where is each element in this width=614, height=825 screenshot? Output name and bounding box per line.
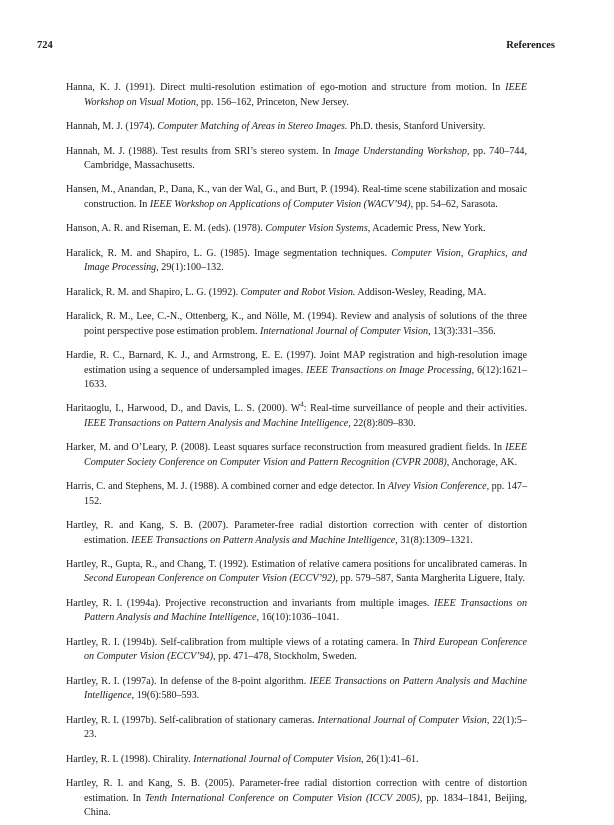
reference-entry	[66, 777, 527, 820]
ref-venue: IEEE Transactions on Pattern Analysis and Machine Intelligence	[84, 417, 349, 429]
reference-entry	[66, 714, 527, 743]
ref-text: Hardie, R. C., Barnard, K. J., and Armstrong, E. E. (1997). Joint MAP registration and high-resolution image estimation using a sequence of undersampled images.	[66, 350, 527, 376]
running-header	[37, 40, 555, 54]
ref-details: , 16(10):1036–1041.	[256, 612, 340, 624]
ref-details: , 6(12):1621–1633.	[84, 364, 527, 390]
ref-venue: IEEE Workshop on Applications of Computer Vision (WACV’94)	[149, 198, 411, 210]
page-number: 724	[37, 40, 53, 51]
reference-entry	[66, 519, 527, 548]
ref-venue: Image Understanding Workshop	[334, 145, 467, 157]
ref-venue: IEEE Transactions on Pattern Analysis and Machine Intelligence	[84, 675, 527, 702]
reference-entry	[66, 145, 527, 174]
ref-venue: Third European Conference on Computer Vision (ECCV’94)	[84, 636, 528, 663]
ref-venue: Alvey Vision Conference	[387, 481, 487, 493]
ref-details: , Academic Press, New York.	[367, 223, 486, 235]
ref-venue: Computer and Robot Vision.	[240, 286, 356, 298]
ref-venue: IEEE Transactions on Image Processing	[306, 364, 472, 376]
ref-text: Harris, C. and Stephens, M. J. (1988). A combined corner and edge detector. In	[66, 481, 388, 493]
ref-text: Hartley, R., Gupta, R., and Chang, T. (1992). Estimation of relative camera positions for uncalibrated cameras. In	[66, 559, 527, 571]
ref-venue: International Journal of Computer Vision	[193, 753, 362, 765]
ref-details: , 22(8):809–830.	[348, 417, 416, 429]
ref-text: Hannah, M. J. (1988). Test results from SRI’s stereo system. In	[66, 145, 335, 157]
reference-list	[66, 71, 527, 825]
reference-entry	[66, 349, 527, 392]
reference-entry	[66, 310, 527, 339]
reference-entry	[66, 675, 527, 704]
ref-text: Hartley, R. I. (1997b). Self-calibration of stationary cameras.	[66, 714, 318, 726]
ref-text: Haralick, R. M. and Shapiro, L. G. (1985). Image segmentation techniques.	[66, 247, 392, 259]
ref-text: Harker, M. and O’Leary, P. (2008). Least squares surface reconstruction from measured gradient fields. In	[66, 442, 506, 454]
ref-venue: International Journal of Computer Vision	[317, 714, 487, 726]
ref-details: , 19(6):580–593.	[131, 690, 200, 702]
reference-entry	[66, 183, 527, 212]
ref-details: , pp. 740–744, Cambridge, Massachusetts.	[84, 145, 528, 171]
reference-entry	[66, 402, 527, 431]
ref-venue: Tenth International Conference on Computer Vision (ICCV 2005)	[144, 792, 420, 804]
ref-venue: International Journal of Computer Vision	[260, 325, 429, 337]
ref-details: , pp. 147–152.	[84, 481, 528, 507]
reference-entry	[66, 120, 527, 134]
reference-entry	[66, 597, 527, 626]
reference-entry	[66, 753, 527, 767]
ref-details: , pp. 579–587, Santa Margherita Liguere, Italy.	[335, 573, 525, 585]
ref-details: , 26(1):41–61.	[361, 753, 419, 765]
ref-details: , pp. 156–162, Princeton, New Jersey.	[195, 96, 349, 108]
ref-text: Hartley, R. I. (1998). Chirality.	[66, 753, 194, 765]
ref-text: Hannah, M. J. (1974).	[66, 121, 158, 132]
reference-entry	[66, 636, 527, 665]
ref-text: Hartley, R. I. (1997a). In defense of the 8-point algorithm.	[66, 675, 310, 687]
ref-venue: IEEE Computer Society Conference on Computer Vision and Pattern Recognition (CVPR 2008)	[84, 442, 527, 468]
reference-entry	[66, 222, 527, 236]
ref-text: Hanson, A. R. and Riseman, E. M. (eds). (1978).	[66, 223, 266, 235]
ref-details: , Anchorage, AK.	[446, 456, 518, 468]
reference-entry	[66, 286, 527, 300]
ref-text: Haralick, R. M. and Shapiro, L. G. (1992).	[66, 286, 241, 298]
reference-entry	[66, 81, 527, 110]
reference-entry	[66, 247, 527, 276]
ref-details: , pp. 1834–1841, Beijing, China.	[84, 792, 528, 818]
ref-text: Hartley, R. and Kang, S. B. (2007). Parameter-free radial distortion correction with center of distortion estimation.	[66, 520, 527, 546]
ref-text: Hartley, R. I. and Kang, S. B. (2005). Parameter-free radial distortion correction with centre of distortion estimation. In	[66, 778, 527, 804]
ref-details: , 31(8):1309–1321.	[395, 534, 473, 546]
ref-details: , pp. 471–478, Stockholm, Sweden.	[213, 651, 357, 663]
ref-venue: Computer Vision Systems	[265, 223, 368, 235]
ref-details: , 22(1):5–23.	[84, 714, 527, 741]
ref-text-continued: : Real-time surveillance of people and their activities.	[303, 403, 527, 415]
ref-venue: Second European Conference on Computer Vision (ECCV’92)	[84, 573, 336, 585]
ref-venue: IEEE Workshop on Visual Motion	[84, 82, 527, 108]
ref-text: Haritaoglu, I., Harwood, D., and Davis, L. S. (2000). W	[66, 403, 301, 415]
ref-details: , 29(1):100–132.	[156, 262, 224, 274]
ref-venue: IEEE Transactions on Pattern Analysis and Machine Intelligence	[84, 597, 527, 624]
reference-entry	[66, 441, 527, 470]
ref-text: Haralick, R. M., Lee, C.-N., Ottenberg, K., and Nölle, M. (1994). Review and analysis of solutions of the three point perspective pose estimation problem.	[66, 311, 527, 337]
ref-details: Addison-Wesley, Reading, MA.	[355, 286, 487, 298]
section-title: References	[506, 40, 555, 51]
ref-venue: IEEE Transactions on Pattern Analysis and Machine Intelligence	[131, 534, 396, 546]
ref-text: Hartley, R. I. (1994a). Projective reconstruction and invariants from multiple images.	[66, 597, 434, 609]
ref-details: Ph.D. thesis, Stanford University.	[347, 121, 486, 132]
ref-venue: Computer Vision, Graphics, and Image Processing	[84, 247, 527, 274]
reference-entry	[66, 480, 527, 509]
reference-entry	[66, 558, 527, 587]
ref-text: Hartley, R. I. (1994b). Self-calibration from multiple views of a rotating camera. In	[66, 636, 413, 648]
ref-venue: Computer Matching of Areas in Stereo Images.	[157, 121, 348, 132]
ref-text: Hanna, K. J. (1991). Direct multi-resolution estimation of ego-motion and structure from motion. In	[66, 82, 506, 94]
ref-text: Hansen, M., Anandan, P., Dana, K., van der Wal, G., and Burt, P. (1994). Real-time scene stabilization and mosaic construction. In	[66, 184, 527, 210]
ref-superscript: 4	[300, 401, 304, 410]
ref-details: , pp. 54–62, Sarasota.	[410, 198, 498, 210]
ref-details: , 13(3):331–356.	[428, 325, 496, 337]
